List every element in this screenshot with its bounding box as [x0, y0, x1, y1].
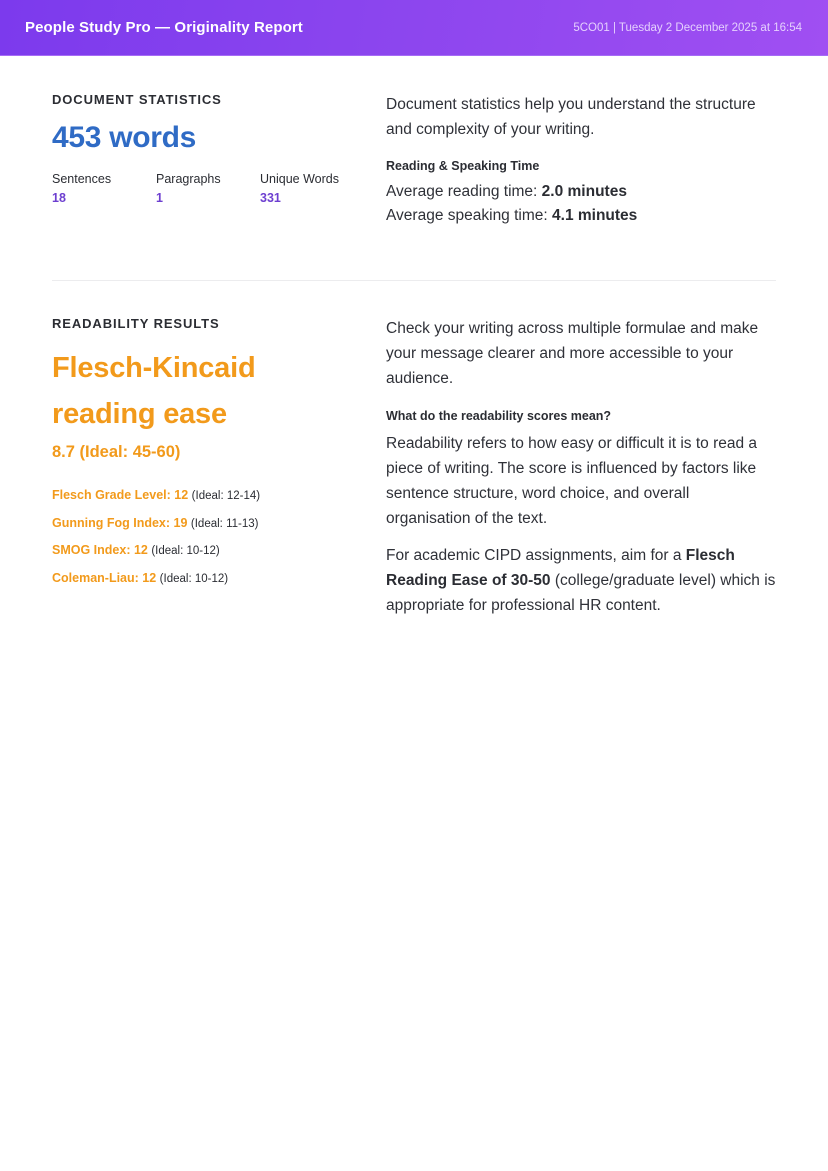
- readability-summary: [52, 316, 386, 618]
- stat-unique-words: [260, 172, 364, 205]
- readability-details: [386, 316, 776, 618]
- section-label: DOCUMENT STATISTICS: [52, 92, 222, 107]
- speaking-time: [386, 204, 776, 228]
- metric-name: Gunning Fog Index: 19: [52, 515, 188, 530]
- metric-name: Coleman-Liau: 12: [52, 570, 157, 585]
- reading-time: [386, 180, 776, 204]
- statistics-description: Document statistics help you understand the structure and complexity of your writing.: [386, 96, 756, 138]
- report-header: [0, 0, 828, 56]
- report-meta: 5CO01 | Tuesday 2 December 2025 at 16:54: [573, 21, 802, 34]
- readability-section: [0, 281, 828, 618]
- document-statistics-details: [386, 92, 776, 280]
- metric-ideal: (Ideal: 10-12): [159, 572, 229, 585]
- advice-text: [386, 543, 776, 618]
- stat-label: Paragraphs: [156, 172, 221, 186]
- stat-sentences: [52, 172, 156, 205]
- readability-title-line1: Flesch-Kincaid: [52, 352, 256, 384]
- stats-row: [52, 172, 386, 205]
- stat-value: 18: [52, 191, 66, 205]
- speaking-time-value: 4.1 minutes: [552, 207, 638, 224]
- advice-prefix: For academic CIPD assignments, aim for a: [386, 547, 686, 564]
- advice-bold: Flesch Reading Ease of 30-50: [386, 547, 735, 589]
- metric-ideal: (Ideal: 11-13): [190, 517, 259, 530]
- reading-time-value: 2.0 minutes: [541, 183, 627, 200]
- metric-ideal: (Ideal: 10-12): [151, 545, 220, 557]
- meaning-heading: What do the readability scores mean?: [386, 409, 612, 423]
- readability-title: [52, 345, 386, 437]
- readability-title-line2: reading ease: [52, 398, 227, 430]
- readability-score: 8.7 (Ideal: 45-60): [52, 443, 181, 461]
- document-statistics-section: [0, 56, 828, 280]
- metric-gunning-fog: [52, 510, 386, 538]
- metric-ideal: (Ideal: 12-14): [191, 490, 261, 502]
- advice-suffix: (college/graduate level) which is appropriate for professional HR content.: [386, 572, 776, 614]
- speaking-time-label: Average speaking time:: [386, 207, 553, 224]
- metric-smog: [52, 537, 386, 565]
- section-label: READABILITY RESULTS: [52, 316, 220, 331]
- metric-flesch-grade: [52, 482, 386, 510]
- report-title: People Study Pro — Originality Report: [25, 19, 303, 36]
- readability-metrics: [52, 482, 386, 592]
- stat-paragraphs: [156, 172, 260, 205]
- metric-coleman-liau: [52, 565, 386, 593]
- word-count: 453 words: [52, 121, 197, 154]
- stat-label: Sentences: [52, 172, 112, 186]
- stat-value: 1: [156, 191, 163, 205]
- readability-intro: Check your writing across multiple formulae and make your message clearer and more accessible to your audience.: [386, 320, 759, 387]
- stat-value: 331: [260, 191, 281, 205]
- meaning-text: Readability refers to how easy or difficult it is to read a piece of writing. The score is influenced by factors like sentence structure, word choice, and overall organisation of the text.: [386, 435, 758, 527]
- metric-name: SMOG Index: 12: [52, 543, 148, 557]
- reading-time-label: Average reading time:: [386, 183, 542, 200]
- metric-name: Flesch Grade Level: 12: [52, 488, 189, 502]
- stat-label: Unique Words: [260, 172, 339, 186]
- time-heading: Reading & Speaking Time: [386, 159, 540, 173]
- document-statistics-summary: [52, 92, 386, 280]
